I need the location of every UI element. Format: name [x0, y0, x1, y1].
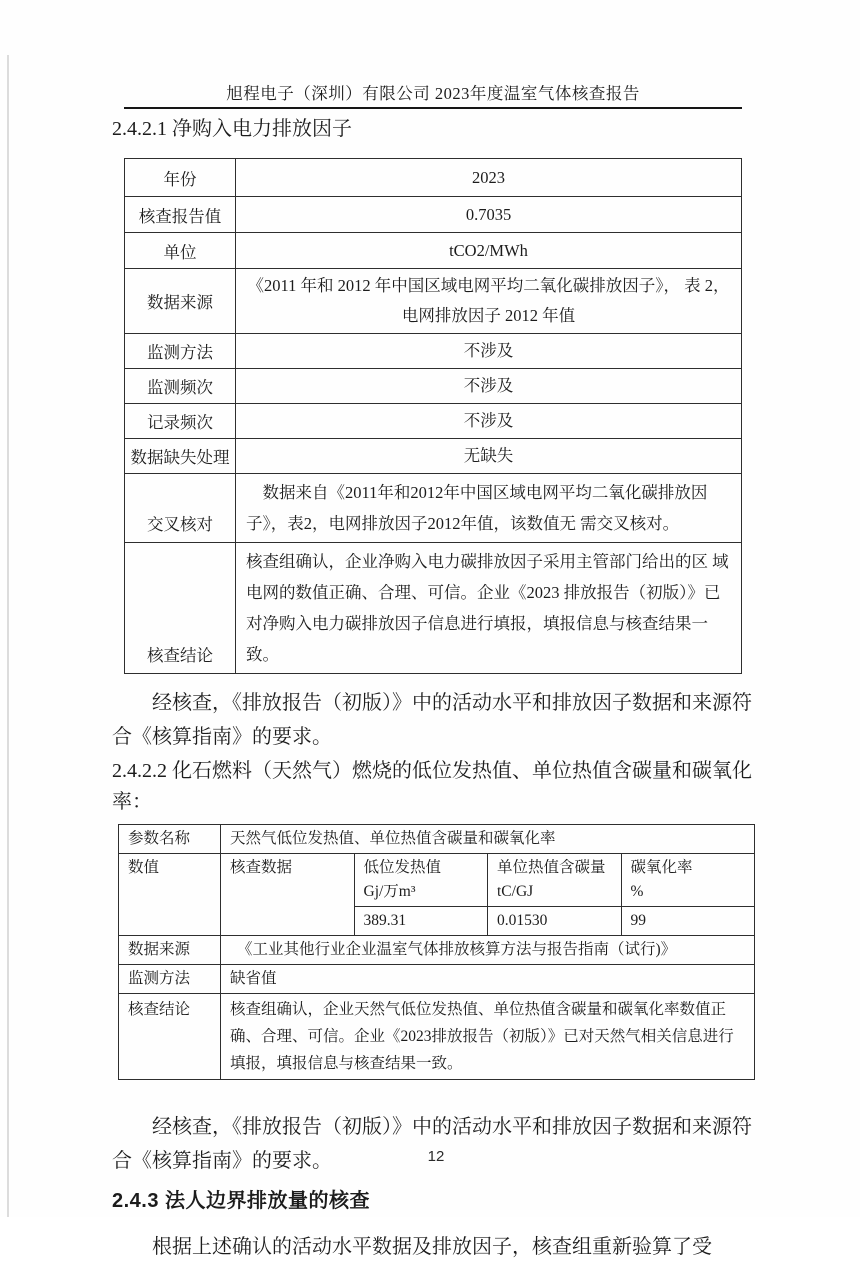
table-row: [119, 994, 755, 1080]
row-label: 数据来源: [119, 936, 221, 965]
row-label: 监测方法: [119, 965, 221, 994]
column-value: 0.01530: [488, 907, 622, 936]
row-value: 缺省值: [221, 965, 755, 994]
column-unit: tC/GJ: [497, 883, 534, 900]
column-unit: %: [630, 883, 644, 900]
column-header: [621, 854, 755, 907]
row-label: 交叉核对: [125, 474, 236, 543]
table-row: [119, 936, 755, 965]
row-value: 0.7035: [236, 197, 742, 233]
row-label: 监测频次: [125, 369, 236, 404]
document-header-title: 旭程电子（深圳）有限公司 2023年度温室气体核查报告: [124, 80, 742, 109]
column-value: 389.31: [354, 907, 488, 936]
row-value: 无缺失: [236, 439, 742, 474]
table-row: [125, 197, 742, 233]
table-row: [119, 854, 755, 907]
natural-gas-parameter-table: [118, 824, 755, 1080]
section-heading-243: 2.4.3 法人边界排放量的核查: [112, 1190, 371, 1212]
verification-paragraph-2: 经核查，《排放报告（初版）》中的活动水平和排放因子数据和来源符合《核算指南》的要求。: [112, 1116, 752, 1172]
table-row: [125, 159, 742, 197]
column-unit: Gj/万m³: [363, 883, 416, 900]
table-row: [125, 543, 742, 674]
column-name: 低位发热值: [363, 859, 442, 876]
row-label: 数据来源: [125, 269, 236, 334]
table-row: [125, 369, 742, 404]
row-label: 监测方法: [125, 334, 236, 369]
row-label: 单位: [125, 233, 236, 269]
row-value: 核查组确认，企业净购入电力碳排放因子采用主管部门给出的区 域电网的数值正确、合理、可信。企业《2023 排放报告（初版）》已对净购入电力碳排放因子信息进行填报，填报信息与核查结果一致。: [236, 543, 742, 674]
row-value: tCO2/MWh: [236, 233, 742, 269]
row-label: 年份: [125, 159, 236, 197]
table-row: [125, 439, 742, 474]
table-row: [125, 233, 742, 269]
row-label: 记录频次: [125, 404, 236, 439]
page-number: 12: [427, 1148, 445, 1165]
table-row: [125, 404, 742, 439]
row-value: 不涉及: [236, 369, 742, 404]
row-value: 2023: [236, 159, 742, 197]
column-value: 99: [621, 907, 755, 936]
row-label: 数据缺失处理: [125, 439, 236, 474]
column-name: 单位热值含碳量: [497, 859, 606, 876]
table-row: [119, 965, 755, 994]
row-value: 数据来自《2011年和2012年中国区域电网平均二氧化碳排放因子》，表2，电网排放因子2012年值，该数值无 需交叉核对。: [236, 474, 742, 543]
row-label: 数值: [119, 854, 221, 936]
body-paragraph-3: 根据上述确认的活动水平数据及排放因子，核查组重新验算了受: [152, 1236, 712, 1258]
column-name: 碳氧化率: [630, 859, 693, 876]
row-value: 核查组确认，企业天然气低位发热值、单位热值含碳量和碳氧化率数值正确、合理、可信。企业《2023排放报告（初版）》已对天然气相关信息进行填报，填报信息与核查结果一致。: [221, 994, 755, 1080]
section-heading-2422: 2.4.2.2 化石燃料（天然气）燃烧的低位发热值、单位热值含碳量和碳氧化率：: [112, 760, 752, 813]
row-label: 参数名称: [119, 825, 221, 854]
column-header: [488, 854, 622, 907]
row-value: 不涉及: [236, 334, 742, 369]
row-label: 核查结论: [119, 994, 221, 1080]
verify-data-label: 核查数据: [221, 854, 355, 936]
verification-paragraph-1: 经核查，《排放报告（初版）》中的活动水平和排放因子数据和来源符合《核算指南》的要求。: [112, 692, 752, 748]
table-row: [125, 334, 742, 369]
table-row: [125, 474, 742, 543]
section-heading-2421: 2.4.2.1 净购入电力排放因子: [112, 118, 352, 140]
electricity-emission-factor-table: [124, 158, 742, 674]
row-value: 不涉及: [236, 404, 742, 439]
table-row: [125, 269, 742, 334]
row-value: 天然气低位发热值、单位热值含碳量和碳氧化率: [221, 825, 755, 854]
row-label: 核查结论: [125, 543, 236, 674]
row-value: 《工业其他行业企业温室气体排放核算方法与报告指南（试行)》: [221, 936, 755, 965]
row-label: 核查报告值: [125, 197, 236, 233]
row-value: 《2011 年和 2012 年中国区域电网平均二氧化碳排放因子》， 表 2，电网排放因子 2012 年值: [236, 269, 742, 334]
column-header: [354, 854, 488, 907]
table-row: [119, 825, 755, 854]
